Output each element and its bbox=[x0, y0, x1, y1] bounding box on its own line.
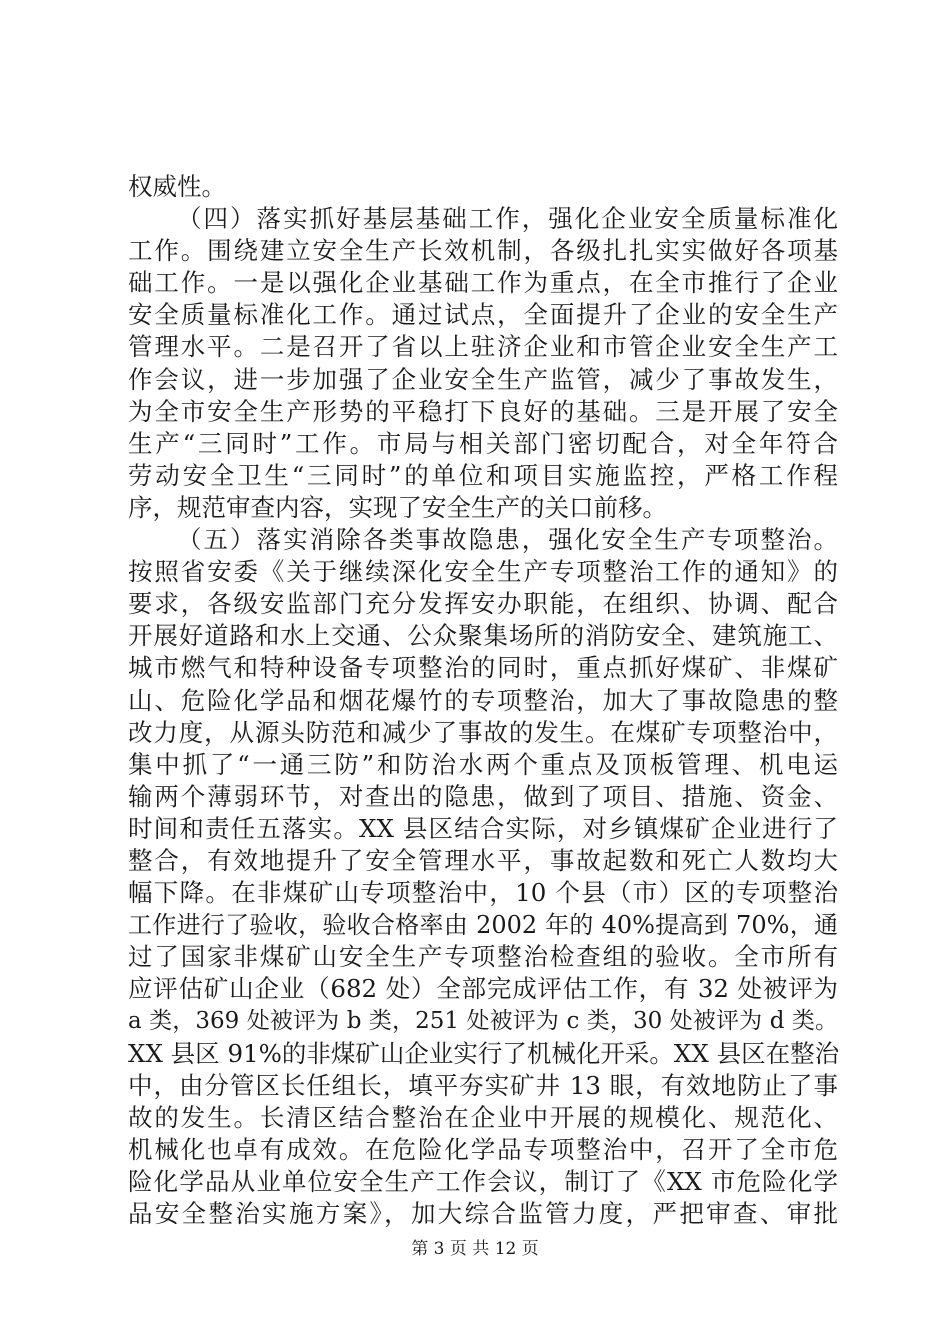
text-line: 开展好道路和水上交通、公众聚集场所的消防安全、建筑施工、 bbox=[128, 621, 838, 651]
text-line: 为全市安全生产形势的平稳打下良好的基础。三是开展了安全 bbox=[128, 396, 838, 426]
text-line: 应评估矿山企业（682 处）全部完成评估工作，有 32 处被评为 bbox=[128, 974, 838, 1004]
text-line: 机械化也卓有成效。在危险化学品专项整治中，召开了全市危 bbox=[128, 1134, 838, 1164]
text-line: 山、危险化学品和烟花爆竹的专项整治，加大了事故隐患的整 bbox=[128, 685, 838, 715]
text-line: 础工作。一是以强化企业基础工作为重点，在全市推行了企业 bbox=[128, 268, 838, 298]
text-line: 劳动安全卫生“三同时”的单位和项目实施监控，严格工作程 bbox=[128, 460, 838, 490]
text-line: 序，规范审查内容，实现了安全生产的关口前移。 bbox=[128, 492, 667, 522]
text-line: 城市燃气和特种设备专项整治的同时，重点抓好煤矿、非煤矿 bbox=[128, 653, 838, 683]
page-footer: 第 3 页 共 12 页 bbox=[411, 1239, 539, 1259]
text-line: （四）落实抓好基层基础工作，强化企业安全质量标准化 bbox=[177, 204, 838, 234]
text-line: 输两个薄弱环节，对查出的隐患，做到了项目、措施、资金、 bbox=[128, 781, 838, 811]
text-line: 集中抓了“一通三防”和防治水两个重点及顶板管理、机电运 bbox=[128, 749, 838, 779]
text-line: 安全质量标准化工作。通过试点，全面提升了企业的安全生产 bbox=[128, 300, 838, 330]
text-line: 权威性。 bbox=[128, 172, 226, 201]
text-line: a 类，369 处被评为 b 类，251 处被评为 c 类，30 处被评为 d 类。 bbox=[128, 1008, 838, 1035]
text-line: （五）落实消除各类事故隐患，强化安全生产专项整治。 bbox=[177, 525, 838, 555]
text-line: 工作进行了验收，验收合格率由 2002 年的 40%提高到 70%，通 bbox=[128, 911, 838, 940]
text-line: 故的发生。长清区结合整治在企业中开展的规模化、规范化、 bbox=[128, 1102, 838, 1132]
text-line: XX 县区 91%的非煤矿山企业实行了机械化开采。XX 县区在整治 bbox=[128, 1038, 840, 1068]
text-line: 幅下降。在非煤矿山专项整治中，10 个县（市）区的专项整治 bbox=[128, 878, 838, 908]
text-line: 管理水平。二是召开了省以上驻济企业和市管企业安全生产工 bbox=[128, 332, 838, 362]
text-line: 生产“三同时”工作。市局与相关部门密切配合，对全年符合 bbox=[128, 428, 838, 458]
text-line: 改力度，从源头防范和减少了事故的发生。在煤矿专项整治中， bbox=[128, 717, 838, 747]
text-line: 整合，有效地提升了安全管理水平，事故起数和死亡人数均大 bbox=[128, 845, 838, 875]
text-line: 按照省安委《关于继续深化安全生产专项整治工作的通知》的 bbox=[128, 557, 838, 587]
text-line: 品安全整治实施方案》，加大综合监管力度，严把审查、审批 bbox=[128, 1199, 838, 1228]
text-line: 作会议，进一步加强了企业安全生产监管，减少了事故发生， bbox=[128, 364, 838, 394]
text-line: 险化学品从业单位安全生产工作会议，制订了《XX 市危险化学 bbox=[128, 1166, 838, 1196]
text-line: 工作。围绕建立安全生产长效机制，各级扎扎实实做好各项基 bbox=[128, 236, 838, 266]
text-line: 时间和责任五落实。XX 县区结合实际，对乡镇煤矿企业进行了 bbox=[128, 813, 838, 843]
document-body bbox=[128, 171, 838, 1230]
text-line: 要求，各级安监部门充分发挥安办职能，在组织、协调、配合 bbox=[128, 589, 838, 619]
text-line: 过了国家非煤矿山安全生产专项整治检查组的验收。全市所有 bbox=[128, 942, 838, 972]
text-line: 中，由分管区长任组长，填平夯实矿井 13 眼，有效地防止了事 bbox=[128, 1070, 838, 1100]
